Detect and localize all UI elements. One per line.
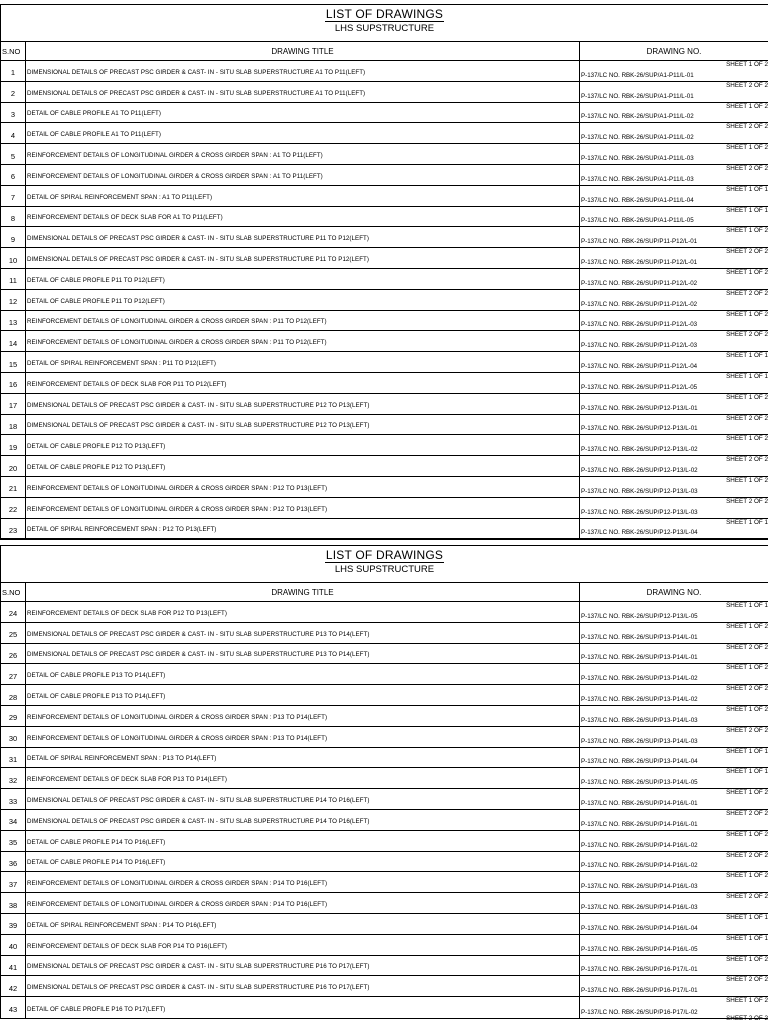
list-subtitle: LHS SUPSTRUCTURE <box>334 23 435 34</box>
row-drawing-no-cell <box>580 706 768 726</box>
row-sheet-count: SHEET 2 OF 2 <box>726 893 768 901</box>
table-row <box>1 914 768 935</box>
row-sno: 14 <box>1 331 26 351</box>
row-sno: 21 <box>1 477 26 497</box>
table-row <box>1 186 768 207</box>
row-drawing-no-cell <box>580 623 768 643</box>
row-drawing-title: DETAIL OF CABLE PROFILE P11 TO P12(LEFT) <box>26 269 580 289</box>
table-row <box>1 893 768 914</box>
row-drawing-no-cell <box>580 165 768 185</box>
table-body <box>1 602 768 1018</box>
list-subtitle: LHS SUPSTRUCTURE <box>334 564 435 575</box>
table-row <box>1 976 768 997</box>
row-drawing-title: DETAIL OF CABLE PROFILE P12 TO P13(LEFT) <box>26 456 580 476</box>
row-drawing-title: DETAIL OF CABLE PROFILE P12 TO P13(LEFT) <box>26 435 580 455</box>
header-drawing-no: DRAWING NO. <box>646 46 702 56</box>
row-sheet-count: SHEET 2 OF 2 <box>726 643 768 651</box>
drawing-list-sheet-2 <box>0 545 768 1019</box>
table-header <box>1 42 768 61</box>
row-sno: 8 <box>1 207 26 227</box>
row-sno: 34 <box>1 810 26 830</box>
row-drawing-no: P-137/LC NO. RBK-26/SUP/P11-P12/L-02 <box>581 279 698 287</box>
table-row <box>1 519 768 540</box>
table-row <box>1 435 768 456</box>
row-sheet-count: SHEET 2 OF 2 <box>726 685 768 693</box>
row-drawing-no: P-137/LC NO. RBK-26/SUP/P14-P16/L-05 <box>581 945 698 953</box>
row-drawing-no: P-137/LC NO. RBK-26/SUP/A1-P11/L-03 <box>581 154 694 162</box>
row-sheet-count: SHEET 1 OF 2 <box>726 705 768 713</box>
row-sno: 13 <box>1 311 26 331</box>
row-drawing-no-cell <box>580 394 768 414</box>
table-header <box>1 583 768 602</box>
table-row <box>1 685 768 706</box>
row-drawing-title: REINFORCEMENT DETAILS OF DECK SLAB FOR A1 TO P11(LEFT) <box>26 207 580 227</box>
row-sheet-count: SHEET 1 OF 1 <box>726 913 768 921</box>
row-drawing-title: DIMENSIONAL DETAILS OF PRECAST PSC GIRDER & CAST- IN - SITU SLAB SUPERSTRUCTURE P14 TO P16(LEFT) <box>26 810 580 830</box>
row-drawing-no-cell <box>580 248 768 268</box>
row-drawing-title: REINFORCEMENT DETAILS OF DECK SLAB FOR P11 TO P12(LEFT) <box>26 373 580 393</box>
row-sno: 17 <box>1 394 26 414</box>
row-drawing-no: P-137/LC NO. RBK-26/SUP/P11-P12/L-02 <box>581 300 698 308</box>
row-sno: 30 <box>1 727 26 747</box>
row-sheet-count: SHEET 1 OF 1 <box>726 934 768 942</box>
row-sheet-count: SHEET 1 OF 1 <box>726 602 768 609</box>
table-row <box>1 789 768 810</box>
row-drawing-no: P-137/LC NO. RBK-26/SUP/P11-P12/L-03 <box>581 342 698 350</box>
row-drawing-no-cell <box>580 914 768 934</box>
row-drawing-title: REINFORCEMENT DETAILS OF DECK SLAB FOR P14 TO P16(LEFT) <box>26 935 580 955</box>
row-drawing-title: REINFORCEMENT DETAILS OF LONGITUDINAL GIRDER & CROSS GIRDER SPAN : A1 TO P11(LEFT) <box>26 165 580 185</box>
row-drawing-no-cell <box>580 477 768 497</box>
row-drawing-no-cell <box>580 664 768 684</box>
row-sno: 29 <box>1 706 26 726</box>
row-drawing-no-cell <box>580 519 768 539</box>
row-drawing-no: P-137/LC NO. RBK-26/SUP/P14-P16/L-03 <box>581 903 698 911</box>
table-row <box>1 498 768 519</box>
row-sheet-count: SHEET 1 OF 1 <box>726 352 768 360</box>
row-drawing-no-cell <box>580 186 768 206</box>
row-sheet-count: SHEET 1 OF 2 <box>726 789 768 797</box>
row-sno: 33 <box>1 789 26 809</box>
row-drawing-no: P-137/LC NO. RBK-26/SUP/P16-P17/L-02 <box>581 1008 698 1016</box>
row-drawing-no: P-137/LC NO. RBK-26/SUP/A1-P11/L-01 <box>581 92 694 100</box>
row-sheet-count: SHEET 2 OF 2 <box>726 123 768 131</box>
row-drawing-no: P-137/LC NO. RBK-26/SUP/P16-P17/L-01 <box>581 966 698 974</box>
row-drawing-no: P-137/LC NO. RBK-26/SUP/A1-P11/L-01 <box>581 71 694 79</box>
row-sno: 1 <box>1 61 26 81</box>
row-sheet-count: SHEET 1 OF 2 <box>726 955 768 963</box>
table-row <box>1 831 768 852</box>
row-sno: 43 <box>1 997 26 1018</box>
header-drawing-no: DRAWING NO. <box>646 587 702 597</box>
row-drawing-no: P-137/LC NO. RBK-26/SUP/P12-P13/L-03 <box>581 487 698 495</box>
row-sheet-count: SHEET 2 OF 2 <box>726 164 768 172</box>
row-drawing-no: P-137/LC NO. RBK-26/SUP/P13-P14/L-03 <box>581 716 698 724</box>
row-drawing-no: P-137/LC NO. RBK-26/SUP/P11-P12/L-01 <box>581 258 698 266</box>
row-drawing-title: DIMENSIONAL DETAILS OF PRECAST PSC GIRDER & CAST- IN - SITU SLAB SUPERSTRUCTURE P13 TO P14(LEFT) <box>26 644 580 664</box>
row-drawing-no: P-137/LC NO. RBK-26/SUP/P11-P12/L-03 <box>581 321 698 329</box>
table-row <box>1 123 768 144</box>
row-sno: 28 <box>1 685 26 705</box>
table-row <box>1 269 768 290</box>
row-sno: 5 <box>1 144 26 164</box>
row-sheet-count: SHEET 1 OF 2 <box>726 476 768 484</box>
row-sno: 39 <box>1 914 26 934</box>
row-drawing-no-cell <box>580 644 768 664</box>
row-drawing-no-cell <box>580 123 768 143</box>
drawing-list-sheet-1 <box>0 4 768 540</box>
row-sno: 41 <box>1 956 26 976</box>
table-row <box>1 82 768 103</box>
row-sno: 16 <box>1 373 26 393</box>
row-sheet-count: SHEET 1 OF 1 <box>726 747 768 755</box>
row-sheet-count: SHEET 2 OF 2 <box>726 976 768 984</box>
row-drawing-no-cell <box>580 352 768 372</box>
header-sno: S.NO <box>1 583 26 601</box>
row-sheet-count: SHEET 1 OF 2 <box>726 830 768 838</box>
row-sno: 4 <box>1 123 26 143</box>
row-sheet-count: SHEET 2 OF 2 <box>726 851 768 859</box>
row-drawing-no-cell <box>580 311 768 331</box>
row-drawing-title: DIMENSIONAL DETAILS OF PRECAST PSC GIRDER & CAST- IN - SITU SLAB SUPERSTRUCTURE P16 TO P17(LEFT) <box>26 976 580 996</box>
table-row <box>1 623 768 644</box>
row-drawing-title: REINFORCEMENT DETAILS OF LONGITUDINAL GIRDER & CROSS GIRDER SPAN : P13 TO P14(LEFT) <box>26 727 580 747</box>
row-drawing-no: P-137/LC NO. RBK-26/SUP/P13-P14/L-01 <box>581 633 698 641</box>
row-drawing-title: DIMENSIONAL DETAILS OF PRECAST PSC GIRDER & CAST- IN - SITU SLAB SUPERSTRUCTURE A1 TO P11(LEFT) <box>26 61 580 81</box>
row-drawing-no: P-137/LC NO. RBK-26/SUP/P11-P12/L-01 <box>581 238 698 246</box>
table-row <box>1 331 768 352</box>
row-drawing-no: P-137/LC NO. RBK-26/SUP/P11-P12/L-05 <box>581 383 698 391</box>
row-sheet-count: SHEET 1 OF 1 <box>726 518 768 526</box>
row-drawing-no: P-137/LC NO. RBK-26/SUP/P13-P14/L-02 <box>581 695 698 703</box>
row-drawing-no: P-137/LC NO. RBK-26/SUP/A1-P11/L-05 <box>581 217 694 225</box>
table-row <box>1 207 768 228</box>
row-drawing-title: DIMENSIONAL DETAILS OF PRECAST PSC GIRDER & CAST- IN - SITU SLAB SUPERSTRUCTURE P12 TO P13(LEFT) <box>26 415 580 435</box>
row-drawing-no-cell <box>580 61 768 81</box>
row-drawing-no-cell <box>580 415 768 435</box>
row-sheet-count: SHEET 1 OF 1 <box>726 206 768 214</box>
row-drawing-title: DIMENSIONAL DETAILS OF PRECAST PSC GIRDER & CAST- IN - SITU SLAB SUPERSTRUCTURE A1 TO P11(LEFT) <box>26 82 580 102</box>
row-drawing-no: P-137/LC NO. RBK-26/SUP/P13-P14/L-05 <box>581 779 698 787</box>
row-sno: 22 <box>1 498 26 518</box>
row-sheet-count: SHEET 1 OF 2 <box>726 393 768 401</box>
row-sno: 36 <box>1 852 26 872</box>
list-title: LIST OF DRAWINGS <box>325 7 444 21</box>
row-drawing-no-cell <box>580 789 768 809</box>
row-sheet-count: SHEET 1 OF 2 <box>726 61 768 68</box>
row-drawing-title: REINFORCEMENT DETAILS OF LONGITUDINAL GIRDER & CROSS GIRDER SPAN : P13 TO P14(LEFT) <box>26 706 580 726</box>
row-drawing-title: DETAIL OF SPIRAL REINFORCEMENT SPAN : P11 TO P12(LEFT) <box>26 352 580 372</box>
row-sno: 40 <box>1 935 26 955</box>
row-drawing-no-cell <box>580 498 768 518</box>
row-drawing-no-cell <box>580 602 768 622</box>
row-drawing-no-cell <box>580 207 768 227</box>
row-drawing-title: DIMENSIONAL DETAILS OF PRECAST PSC GIRDER & CAST- IN - SITU SLAB SUPERSTRUCTURE P11 TO P12(LEFT) <box>26 227 580 247</box>
row-sheet-count: SHEET 2 OF 2 <box>726 497 768 505</box>
row-sheet-count: SHEET 1 OF 1 <box>726 185 768 193</box>
row-drawing-no: P-137/LC NO. RBK-26/SUP/P14-P16/L-04 <box>581 924 698 932</box>
row-sno: 27 <box>1 664 26 684</box>
table-row <box>1 290 768 311</box>
row-drawing-title: REINFORCEMENT DETAILS OF DECK SLAB FOR P12 TO P13(LEFT) <box>26 602 580 622</box>
row-drawing-no: P-137/LC NO. RBK-26/SUP/P12-P13/L-02 <box>581 466 698 474</box>
row-drawing-no: P-137/LC NO. RBK-26/SUP/P13-P14/L-03 <box>581 737 698 745</box>
row-drawing-no: P-137/LC NO. RBK-26/SUP/A1-P11/L-02 <box>581 113 694 121</box>
table-row <box>1 727 768 748</box>
table-row <box>1 311 768 332</box>
row-sno: 9 <box>1 227 26 247</box>
row-sheet-count: SHEET 1 OF 2 <box>726 872 768 880</box>
table-row <box>1 768 768 789</box>
row-drawing-no: P-137/LC NO. RBK-26/SUP/P13-P14/L-04 <box>581 758 698 766</box>
row-drawing-no: P-137/LC NO. RBK-26/SUP/A1-P11/L-02 <box>581 134 694 142</box>
row-drawing-no: P-137/LC NO. RBK-26/SUP/P14-P16/L-01 <box>581 799 698 807</box>
row-sno: 37 <box>1 872 26 892</box>
row-drawing-title: DETAIL OF CABLE PROFILE A1 TO P11(LEFT) <box>26 123 580 143</box>
row-drawing-no: P-137/LC NO. RBK-26/SUP/A1-P11/L-03 <box>581 175 694 183</box>
row-drawing-title: DIMENSIONAL DETAILS OF PRECAST PSC GIRDER & CAST- IN - SITU SLAB SUPERSTRUCTURE P12 TO P13(LEFT) <box>26 394 580 414</box>
table-row <box>1 103 768 124</box>
row-drawing-title: DETAIL OF CABLE PROFILE P14 TO P16(LEFT) <box>26 831 580 851</box>
row-sno: 31 <box>1 748 26 768</box>
row-sheet-count: SHEET 1 OF 2 <box>726 997 768 1005</box>
row-drawing-no-cell <box>580 956 768 976</box>
row-sheet-count: SHEET 2 OF 2 <box>726 456 768 464</box>
row-drawing-no-cell <box>580 269 768 289</box>
row-sno: 18 <box>1 415 26 435</box>
row-drawing-title: DETAIL OF CABLE PROFILE P11 TO P12(LEFT) <box>26 290 580 310</box>
row-drawing-no: P-137/LC NO. RBK-26/SUP/P12-P13/L-04 <box>581 529 698 537</box>
row-sno: 6 <box>1 165 26 185</box>
row-sno: 38 <box>1 893 26 913</box>
row-sno: 23 <box>1 519 26 539</box>
table-row <box>1 956 768 977</box>
row-drawing-title: DIMENSIONAL DETAILS OF PRECAST PSC GIRDER & CAST- IN - SITU SLAB SUPERSTRUCTURE P11 TO P12(LEFT) <box>26 248 580 268</box>
row-sno: 7 <box>1 186 26 206</box>
row-drawing-no-cell <box>580 748 768 768</box>
row-drawing-no-cell <box>580 727 768 747</box>
row-sno: 11 <box>1 269 26 289</box>
title-block <box>1 546 768 583</box>
row-drawing-title: DETAIL OF CABLE PROFILE P14 TO P16(LEFT) <box>26 852 580 872</box>
row-drawing-no-cell <box>580 456 768 476</box>
row-drawing-no-cell <box>580 976 768 996</box>
row-drawing-title: REINFORCEMENT DETAILS OF DECK SLAB FOR P13 TO P14(LEFT) <box>26 768 580 788</box>
row-drawing-title: REINFORCEMENT DETAILS OF LONGITUDINAL GIRDER & CROSS GIRDER SPAN : P12 TO P13(LEFT) <box>26 498 580 518</box>
row-drawing-title: DIMENSIONAL DETAILS OF PRECAST PSC GIRDER & CAST- IN - SITU SLAB SUPERSTRUCTURE P16 TO P17(LEFT) <box>26 956 580 976</box>
row-drawing-title: DETAIL OF CABLE PROFILE P16 TO P17(LEFT) <box>26 997 580 1018</box>
row-sheet-count: SHEET 2 OF 2 <box>726 81 768 89</box>
row-sno: 32 <box>1 768 26 788</box>
row-drawing-no: P-137/LC NO. RBK-26/SUP/P13-P14/L-02 <box>581 675 698 683</box>
row-drawing-no: P-137/LC NO. RBK-26/SUP/P14-P16/L-02 <box>581 862 698 870</box>
row-sheet-count: SHEET 2 OF 2 <box>726 289 768 297</box>
row-drawing-title: DETAIL OF SPIRAL REINFORCEMENT SPAN : A1 TO P11(LEFT) <box>26 186 580 206</box>
row-drawing-title: REINFORCEMENT DETAILS OF LONGITUDINAL GIRDER & CROSS GIRDER SPAN : P11 TO P12(LEFT) <box>26 331 580 351</box>
row-drawing-title: DETAIL OF CABLE PROFILE P13 TO P14(LEFT) <box>26 664 580 684</box>
row-sheet-count: SHEET 2 OF 2 <box>726 809 768 817</box>
row-drawing-no-cell <box>580 935 768 955</box>
row-drawing-no: P-137/LC NO. RBK-26/SUP/P12-P13/L-03 <box>581 508 698 516</box>
row-drawing-no-cell <box>580 290 768 310</box>
row-drawing-no: P-137/LC NO. RBK-26/SUP/P14-P16/L-03 <box>581 883 698 891</box>
row-drawing-no-cell <box>580 685 768 705</box>
row-drawing-no-cell <box>580 144 768 164</box>
row-drawing-title: DETAIL OF SPIRAL REINFORCEMENT SPAN : P14 TO P16(LEFT) <box>26 914 580 934</box>
row-drawing-no-cell <box>580 852 768 872</box>
row-drawing-no-cell <box>580 373 768 393</box>
header-sno: S.NO <box>1 42 26 60</box>
row-drawing-no-cell <box>580 227 768 247</box>
table-row <box>1 373 768 394</box>
sheet-count: SHEET 2 OF 2 <box>726 1015 768 1022</box>
row-drawing-title: REINFORCEMENT DETAILS OF LONGITUDINAL GIRDER & CROSS GIRDER SPAN : P14 TO P16(LEFT) <box>26 872 580 892</box>
row-sheet-count: SHEET 2 OF 2 <box>726 331 768 339</box>
table-row <box>1 644 768 665</box>
row-sheet-count: SHEET 1 OF 2 <box>726 102 768 110</box>
row-drawing-no-cell <box>580 893 768 913</box>
row-drawing-title: DETAIL OF SPIRAL REINFORCEMENT SPAN : P13 TO P14(LEFT) <box>26 748 580 768</box>
row-sno: 12 <box>1 290 26 310</box>
row-drawing-no: P-137/LC NO. RBK-26/SUP/P14-P16/L-02 <box>581 841 698 849</box>
row-sno: 42 <box>1 976 26 996</box>
table-row <box>1 852 768 873</box>
row-sheet-count: SHEET 1 OF 1 <box>726 768 768 776</box>
table-row <box>1 997 768 1018</box>
row-drawing-no-cell <box>580 768 768 788</box>
row-drawing-no-cell <box>580 103 768 123</box>
table-row <box>1 664 768 685</box>
row-sno: 10 <box>1 248 26 268</box>
row-drawing-no-cell <box>580 831 768 851</box>
table-row <box>1 872 768 893</box>
row-drawing-title: REINFORCEMENT DETAILS OF LONGITUDINAL GIRDER & CROSS GIRDER SPAN : A1 TO P11(LEFT) <box>26 144 580 164</box>
row-drawing-no: P-137/LC NO. RBK-26/SUP/P12-P13/L-05 <box>581 612 698 620</box>
table-row <box>1 935 768 956</box>
row-drawing-no: P-137/LC NO. RBK-26/SUP/P14-P16/L-01 <box>581 820 698 828</box>
table-row <box>1 456 768 477</box>
row-sheet-count: SHEET 1 OF 2 <box>726 227 768 235</box>
row-drawing-no-cell <box>580 810 768 830</box>
table-row <box>1 477 768 498</box>
header-drawing-title: DRAWING TITLE <box>26 583 580 601</box>
row-sno: 2 <box>1 82 26 102</box>
table-row <box>1 394 768 415</box>
row-drawing-title: DETAIL OF CABLE PROFILE P13 TO P14(LEFT) <box>26 685 580 705</box>
row-drawing-no-cell <box>580 872 768 892</box>
row-sno: 26 <box>1 644 26 664</box>
table-body <box>1 61 768 539</box>
row-sno: 3 <box>1 103 26 123</box>
row-sheet-count: SHEET 1 OF 2 <box>726 310 768 318</box>
row-drawing-no: P-137/LC NO. RBK-26/SUP/P11-P12/L-04 <box>581 362 698 370</box>
row-sno: 20 <box>1 456 26 476</box>
table-row <box>1 602 768 623</box>
row-drawing-title: REINFORCEMENT DETAILS OF LONGITUDINAL GIRDER & CROSS GIRDER SPAN : P12 TO P13(LEFT) <box>26 477 580 497</box>
table-row <box>1 227 768 248</box>
row-drawing-title: REINFORCEMENT DETAILS OF LONGITUDINAL GIRDER & CROSS GIRDER SPAN : P14 TO P16(LEFT) <box>26 893 580 913</box>
row-drawing-title: DETAIL OF SPIRAL REINFORCEMENT SPAN : P12 TO P13(LEFT) <box>26 519 580 539</box>
row-sno: 35 <box>1 831 26 851</box>
table-row <box>1 165 768 186</box>
row-drawing-title: REINFORCEMENT DETAILS OF LONGITUDINAL GIRDER & CROSS GIRDER SPAN : P11 TO P12(LEFT) <box>26 311 580 331</box>
header-drawing-title: DRAWING TITLE <box>26 42 580 60</box>
table-row <box>1 748 768 769</box>
row-sno: 19 <box>1 435 26 455</box>
row-sno: 15 <box>1 352 26 372</box>
row-drawing-no-cell <box>580 82 768 102</box>
table-row <box>1 248 768 269</box>
row-sheet-count: SHEET 1 OF 2 <box>726 268 768 276</box>
row-sheet-count: SHEET 1 OF 1 <box>726 372 768 380</box>
row-sheet-count: SHEET 2 OF 2 <box>726 414 768 422</box>
table-row <box>1 415 768 436</box>
table-row <box>1 61 768 82</box>
row-drawing-no: P-137/LC NO. RBK-26/SUP/P16-P17/L-01 <box>581 987 698 995</box>
row-sheet-count: SHEET 2 OF 2 <box>726 248 768 256</box>
row-drawing-no-cell <box>580 331 768 351</box>
row-sno: 24 <box>1 602 26 622</box>
table-row <box>1 706 768 727</box>
row-sheet-count: SHEET 1 OF 2 <box>726 664 768 672</box>
row-drawing-no: P-137/LC NO. RBK-26/SUP/P12-P13/L-01 <box>581 425 698 433</box>
row-sno: 25 <box>1 623 26 643</box>
row-drawing-no-cell <box>580 435 768 455</box>
row-drawing-title: DIMENSIONAL DETAILS OF PRECAST PSC GIRDER & CAST- IN - SITU SLAB SUPERSTRUCTURE P13 TO P14(LEFT) <box>26 623 580 643</box>
row-drawing-title: DIMENSIONAL DETAILS OF PRECAST PSC GIRDER & CAST- IN - SITU SLAB SUPERSTRUCTURE P14 TO P16(LEFT) <box>26 789 580 809</box>
row-sheet-count: SHEET 2 OF 2 <box>726 726 768 734</box>
row-sheet-count: SHEET 1 OF 2 <box>726 435 768 443</box>
row-drawing-no: P-137/LC NO. RBK-26/SUP/P12-P13/L-01 <box>581 404 698 412</box>
row-drawing-title: DETAIL OF CABLE PROFILE A1 TO P11(LEFT) <box>26 103 580 123</box>
title-block <box>1 5 768 42</box>
row-sheet-count: SHEET 1 OF 2 <box>726 144 768 152</box>
table-row <box>1 144 768 165</box>
row-drawing-no: P-137/LC NO. RBK-26/SUP/P12-P13/L-02 <box>581 446 698 454</box>
table-row <box>1 352 768 373</box>
row-sheet-count: SHEET 1 OF 2 <box>726 622 768 630</box>
list-title: LIST OF DRAWINGS <box>325 548 444 562</box>
table-row <box>1 810 768 831</box>
row-drawing-no: P-137/LC NO. RBK-26/SUP/P13-P14/L-01 <box>581 654 698 662</box>
row-drawing-no: P-137/LC NO. RBK-26/SUP/A1-P11/L-04 <box>581 196 694 204</box>
